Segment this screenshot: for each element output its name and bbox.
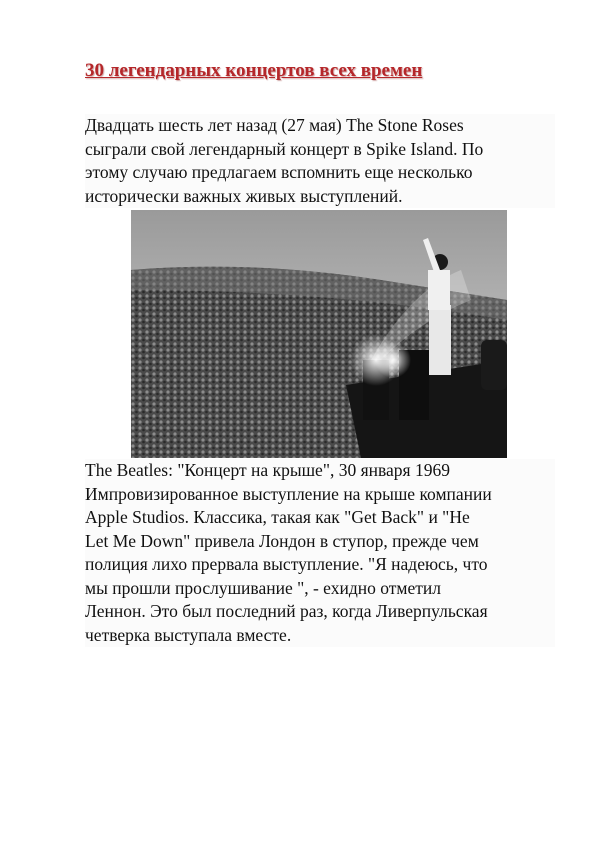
caption-line: Импровизированное выступление на крыше компании [85, 483, 492, 504]
concert-photo [131, 210, 507, 458]
intro-paragraph [85, 114, 555, 208]
article-title: 30 легендарных концертов всех времен [85, 60, 423, 81]
concert-photo-icon [131, 210, 507, 458]
intro-line: Двадцать шесть лет назад (27 мая) The Stone Roses [85, 115, 464, 135]
caption-line: мы прошли прослушивание ", - ехидно отметил [85, 577, 441, 598]
caption-line: Леннон. Это был последний раз, когда Ливерпульская [85, 601, 488, 621]
caption-line: четверка выступала вместе. [85, 624, 292, 645]
caption-line: The Beatles: "Концерт на крыше", 30 января 1969 [85, 460, 450, 480]
caption-line: Apple Studios. Классика, такая как "Get Back" и "Не [85, 507, 470, 527]
caption-line: полиция лихо прервала выступление. "Я надеюсь, что [85, 554, 488, 574]
intro-line: сыграли свой легендарный концерт в Spike Island. По [85, 138, 484, 159]
caption-paragraph [85, 459, 555, 647]
intro-line: исторически важных живых выступлений. [85, 185, 403, 206]
intro-line: этому случаю предлагаем вспомнить еще несколько [85, 162, 473, 182]
caption-line: Let Me Down" привела Лондон в ступор, прежде чем [85, 530, 479, 551]
